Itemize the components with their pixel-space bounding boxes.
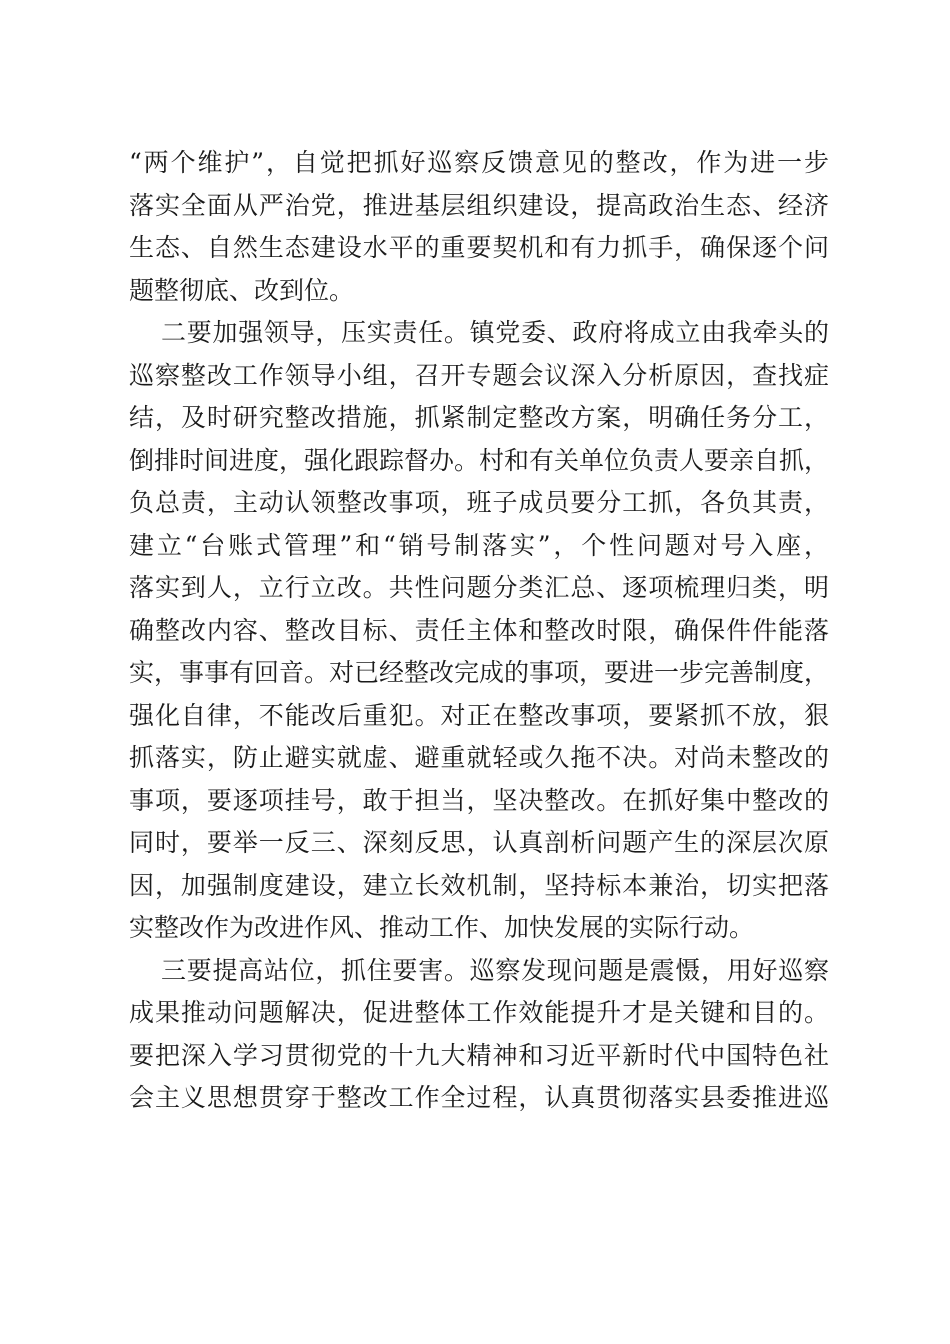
text-line: 确整改内容、整改目标、责任主体和整改时限，确保件件能落	[129, 615, 829, 645]
text-line: 结，及时研究整改措施，抓紧制定整改方案，明确任务分工，	[129, 403, 829, 432]
text-line: 落实全面从严治党，推进基层组织建设，提高政治生态、经济	[129, 190, 829, 220]
text-line: 实整改作为改进作风、推动工作、加快发展的实际行动。	[129, 913, 755, 942]
paragraph-2-start: 二要加强领导，压实责任。镇党委、政府将成立由我牵头的	[161, 318, 829, 347]
text-line: 生态、自然生态建设水平的重要契机和有力抓手，确保逐个问	[129, 233, 829, 262]
text-line: 负总责，主动认领整改事项，班子成员要分工抓，各负其责，	[129, 488, 829, 517]
body-text	[129, 142, 829, 1120]
paragraph-3-start: 三要提高站位，抓住要害。巡察发现问题是震慑，用好巡察	[161, 955, 829, 985]
text-line: 建立“台账式管理”和“销号制落实”，个性问题对号入座，	[129, 530, 829, 560]
text-line: 题整彻底、改到位。	[129, 275, 355, 305]
text-line: 要把深入学习贯彻党的十九大精神和习近平新时代中国特色社	[129, 1040, 829, 1070]
text-line: 同时，要举一反三、深刻反思，认真剖析问题产生的深层次原	[129, 828, 829, 857]
text-line: 实，事事有回音。对已经整改完成的事项，要进一步完善制度，	[129, 658, 829, 687]
text-line: 因，加强制度建设，建立长效机制，坚持标本兼治，切实把落	[129, 870, 829, 900]
text-line: 强化自律，不能改后重犯。对正在整改事项，要紧抓不放，狠	[129, 700, 829, 730]
text-line: 会主义思想贯穿于整改工作全过程，认真贯彻落实县委推进巡	[129, 1083, 829, 1112]
text-line: 抓落实，防止避实就虚、避重就轻或久拖不决。对尚未整改的	[129, 743, 829, 772]
text-line: 巡察整改工作领导小组，召开专题会议深入分析原因，查找症	[129, 360, 829, 390]
text-line: 成果推动问题解决，促进整体工作效能提升才是关键和目的。	[129, 998, 829, 1027]
text-line: 事项，要逐项挂号，敢于担当，坚决整改。在抓好集中整改的	[129, 785, 829, 815]
text-line: 落实到人，立行立改。共性问题分类汇总、逐项梳理归类，明	[129, 573, 829, 602]
text-line: “两个维护”，自觉把抓好巡察反馈意见的整改，作为进一步	[129, 148, 829, 177]
text-line: 倒排时间进度，强化跟踪督办。村和有关单位负责人要亲自抓，	[129, 445, 829, 475]
